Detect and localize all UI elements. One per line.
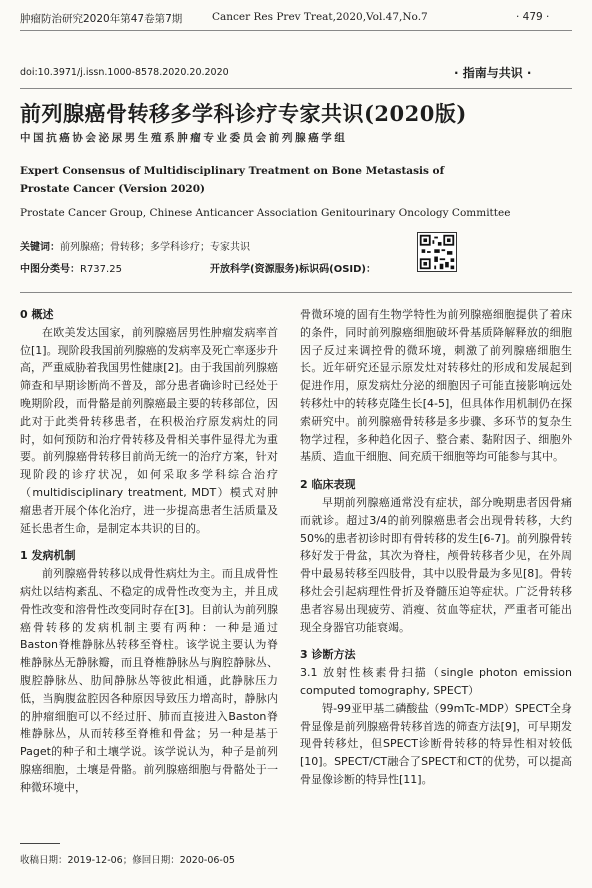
author-group: 中国抗癌协会泌尿男生殖系肿瘤专业委员会前列腺癌学组 [20,132,348,144]
section-2-paragraph: 早期前列腺癌通常没有症状，部分晚期患者因骨痛而就诊。超过3/4的前列腺癌患者会出现骨转移，大约50%的患者初诊时即有骨转移的发生[6-7]。前列腺骨转移好发于骨盆，其次为脊柱，颅骨转移者少见，在外周骨中最易转移至四肢骨，其中以股骨最为多见[8]。骨转移灶会引起病理性骨折及脊髓压迫等症状。广泛骨转移患者容易出现疲劳、消瘦、贫血等症状，严重者可能出现全身器官功能衰竭。 [300,495,572,634]
osid-label: 开放科学(资源服务)标识码(OSID)： [210,264,377,275]
section-1-heading: 1 发病机制 [20,549,76,563]
journal-name-cn: 肿瘤防治研究2020年第47卷第7期 [20,13,183,25]
abstract-rule [20,292,572,293]
keywords [20,238,250,253]
section-3-1-heading: 3.1 放射性核素骨扫描（single photon emission computed tomography, SPECT） [300,666,572,697]
section-3-1-paragraph: 锝-99亚甲基二磷酸盐（99mTc-MDP）SPECT全身骨显像是前列腺癌骨转移首选的筛查方法[9]，可早期发现骨转移灶，但SPECT诊断骨转移的特异性相对较低[10]。SPECT/CT融合了SPECT和CT的优势，可以提高骨显像诊断的特异性[11]。 [300,701,572,786]
right-column [300,306,572,789]
left-column [20,306,278,797]
classification [20,260,122,275]
keywords-label: 关键词： [20,242,60,253]
section-3-heading: 3 诊断方法 [300,648,356,662]
column-label: · 指南与共识 · [454,66,532,80]
header-rule [20,30,572,31]
clc-label: 中图分类号： [20,264,80,275]
doi: doi:10.3971/j.issn.1000-8578.2020.20.2020 [20,67,229,78]
keywords-value: 前列腺癌；骨转移；多学科诊疗；专家共识 [60,242,250,253]
section-0-paragraph: 在欧美发达国家，前列腺癌居男性肿瘤发病率首位[1]。现阶段我国前列腺癌的发病率及死亡率逐步升高，严重威胁着我国男性健康[2]。由于我国前列腺癌筛查和早期诊断尚不普及，部分患者确诊时已经处于晚期阶段，而骨骼是前列腺癌最主要的转移部位，因此对于此类骨转移患者，在积极治疗原发病灶的同时，如何预防和治疗骨转移及骨相关事件显得尤为重要。前列腺癌骨转移目前尚无统一的治疗方案，针对现阶段的诊疗状况，如何采取多学科综合治疗（multidisciplinary treatment, MDT）模式对肿瘤患者开展个体化治疗，进一步提高患者生活质量及延长患者生命，是制定本共识的目的。 [20,325,278,535]
footer-rule [20,843,60,844]
qr-code-icon [417,232,457,272]
page-number: · 479 · [516,11,550,23]
journal-name-en: Cancer Res Prev Treat,2020,Vol.47,No.7 [212,11,428,23]
clc-value: R737.25 [80,264,122,275]
page-title: 前列腺癌骨转移多学科诊疗专家共识(2020版) [20,101,467,126]
english-title: Expert Consensus of Multidisciplinary Treatment on Bone Metastasis of Prostate Cancer (Version 2020) [20,165,445,195]
section-2-heading: 2 临床表现 [300,478,356,492]
section-1-paragraph: 前列腺癌骨转移以成骨性病灶为主。而且成骨性病灶以结构紊乱、不稳定的成骨性改变为主，并且成骨性改变和溶骨性改变同时存在[3]。目前认为前列腺癌骨转移的发病机制主要有两种：一种是通过Baston脊椎静脉丛转移至脊柱。该学说主要认为脊椎静脉丛无静脉瓣，而且脊椎静脉丛与胸腔静脉丛、腹腔静脉丛、肋间静脉丛等彼此相通，此静脉压力低，当胸腹盆腔因各种原因导致压力增高时，静脉内的肿瘤细胞可以不经过肝、肺而直接进入Baston脊椎静脉丛，从而转移至脊椎和骨盆；另一种是基于Paget的种子和土壤学说。该学说认为，种子是前列腺癌细胞，土壤是骨骼。前列腺癌细胞与骨骼处于一种微环境中， [20,567,278,794]
doi-rule [20,88,572,89]
received-dates: 收稿日期：2019-12-06；修回日期：2020-06-05 [20,855,235,866]
section-0-heading: 0 概述 [20,308,54,321]
english-author-group: Prostate Cancer Group, Chinese Anticancer Association Genitourinary Oncology Committee [20,207,511,219]
section-1-continuation: 骨微环境的固有生物学特性为前列腺癌细胞提供了着床的条件，同时前列腺癌细胞破坏骨基质降解释放的细胞因子反过来调控骨的微环境，刺激了前列腺癌细胞生长。近年研究还显示原发灶对转移灶的形成和发展起到促进作用，原发病灶分泌的细胞因子可能直接影响远处转移灶中的转移克隆生长[4-5]，但具体作用机制仍在探索研究中。前列腺癌骨转移是多步骤、多环节的复杂生物学过程，多种趋化因子、整合素、黏附因子、细胞外基质、造血干细胞、间充质干细胞等均可能参与其中。 [300,308,572,464]
